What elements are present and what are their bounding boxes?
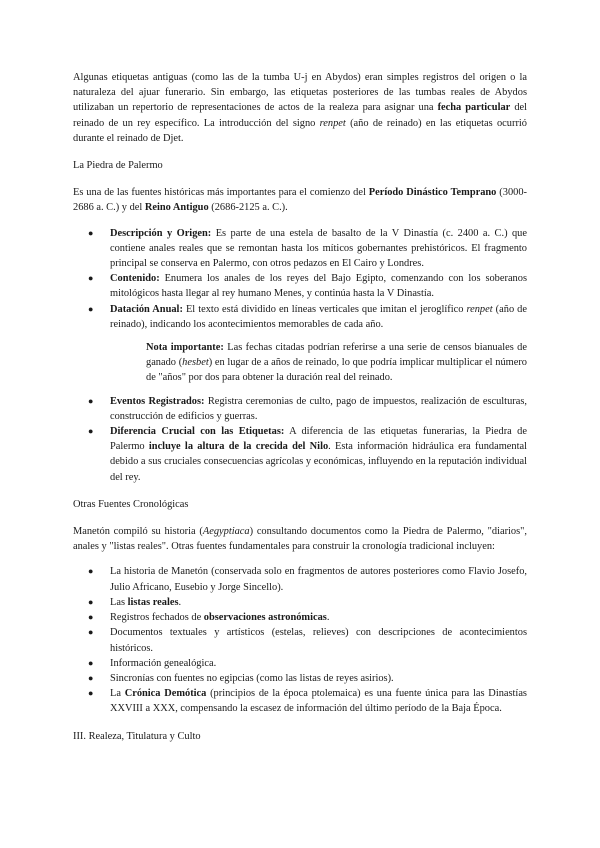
item-text: Es parte de una estela de basalto de la V Dinastía (c. 2400 a. C.) que contiene anales reales que se remontan hasta los míticos gobernantes prehistóricos. El fragmento principal se conserva en Palermo, con otros pedazos en El Cairo y Londres. [110, 227, 527, 270]
intro-italic: renpet [319, 117, 346, 129]
list-item [73, 564, 527, 594]
item-text: Sincronías con fuentes no egipcias (como las listas de reyes asirios). [110, 672, 394, 684]
list-item [73, 394, 527, 424]
list-item [73, 625, 527, 655]
item-text: Información genealógica. [110, 657, 217, 669]
note-text: Las fechas citadas podrían referirse a una serie de censos bianuales de ganado ( [146, 342, 527, 369]
para-text: Es una de las fuentes históricas más importantes para el comienzo del [73, 187, 369, 199]
list-item [73, 686, 527, 716]
item-label: Eventos Registrados: [110, 395, 205, 407]
section-heading-realeza: III. Realeza, Titulatura y Culto [73, 730, 201, 742]
item-label: Diferencia Crucial con las Etiquetas: [110, 426, 285, 438]
para-text: (2686-2125 a. C.). [208, 202, 288, 214]
para-text: (3000-2686 a. C.) y del [73, 187, 527, 214]
bullet-icon: ● [88, 627, 94, 638]
para-bold: Reino Antiguo [144, 202, 209, 214]
item-text: Registros fechados de [110, 612, 204, 624]
note-label: Nota importante: [146, 342, 224, 354]
bullet-icon: ● [88, 657, 94, 668]
item-text: (principios de la época ptolemaica) es una fuente única para las Dinastías XXVIII a XXX, compensando la escasez de información del último período de la Baja Época. [110, 688, 527, 715]
item-bold: observaciones astronómicas [203, 612, 327, 624]
item-text: A diferencia de las etiquetas funerarias, la Piedra de Palermo [110, 426, 527, 453]
list-item [73, 271, 527, 301]
item-bold: listas reales [127, 596, 179, 608]
intro-text: Algunas etiquetas antiguas (como las de la tumba U-j en Abydos) eran simples registros del origen o la naturaleza del ajuar funerario. Sin embargo, las etiquetas posteriores de las tumbas reales de Abydos utilizaban un repertorio de representaciones de actos de la realeza para asignar una [73, 72, 527, 114]
bullet-icon: ● [88, 688, 94, 699]
item-text: (año de reinado), indicando los acontecimientos memorables de cada año. [110, 303, 527, 330]
para-text: ) consultando documentos como la Piedra de Palermo, "diarios", anales y "listas reales". Otras fuentes fundamentales para construir la cronología tradicional incluyen: [73, 526, 527, 553]
sources-bullet-list [73, 564, 527, 716]
para-italic: Aegyptiaca [202, 526, 250, 538]
item-bold: incluye la altura de la crecida del Nilo [148, 441, 329, 453]
item-italic: renpet [466, 303, 493, 315]
item-text: Registra ceremonias de culto, pago de impuestos, realización de esculturas, construcción de edificios y guerras. [110, 395, 527, 422]
palermo-paragraph [73, 185, 527, 215]
bullet-icon: ● [88, 227, 94, 238]
list-item [73, 671, 527, 686]
note-text: ) en lugar de a años de reinado, lo que podría implicar multiplicar el número de "años" por dos para obtener la duración real del reinado. [146, 357, 527, 384]
bullet-icon: ● [88, 395, 94, 406]
intro-paragraph [73, 70, 527, 146]
intro-text: (año de reinado) en las etiquetas ocurrió durante el reinado de Djet. [73, 117, 527, 144]
list-item [73, 595, 527, 610]
item-label: Contenido: [110, 273, 160, 285]
palermo-bullet-list [73, 226, 527, 332]
item-text: La [110, 688, 125, 700]
note-italic: hesbet [182, 357, 209, 369]
intro-text: del reinado de un rey específico. La introducción del signo [73, 102, 528, 129]
para-text: Manetón compiló su historia ( [73, 526, 203, 538]
maneton-paragraph [73, 524, 527, 554]
item-bold: Crónica Demótica [124, 688, 207, 700]
item-label: Descripción y Origen: [110, 227, 212, 239]
para-bold: Período Dinástico Temprano [368, 187, 497, 199]
important-note [146, 340, 527, 386]
list-item [73, 656, 527, 671]
bullet-icon: ● [88, 426, 94, 437]
bullet-icon: ● [88, 672, 94, 683]
item-text: . [178, 596, 182, 608]
bullet-icon: ● [88, 596, 94, 607]
list-item [73, 424, 527, 485]
bullet-icon: ● [88, 273, 94, 284]
section-heading-other-sources: Otras Fuentes Cronológicas [73, 498, 189, 510]
item-text: . Esta información hidráulica era fundamental debido a sus cruciales consecuencias agrícolas y económicas, influyendo en la reputación individual del rey. [110, 441, 527, 483]
section-heading-palermo: La Piedra de Palermo [73, 160, 163, 172]
item-text: Documentos textuales y artísticos (estelas, relieves) con descripciones de acontecimientos históricos. [110, 627, 527, 654]
palermo-bullet-list-2 [73, 394, 527, 485]
item-text: La historia de Manetón (conservada solo en fragmentos de autores posteriores como Flavio Josefo, Julio Africano, Eusebio y Jorge Sincello). [110, 566, 527, 593]
bullet-icon: ● [88, 566, 94, 577]
bullet-icon: ● [88, 303, 94, 314]
item-text: . [326, 612, 330, 624]
list-item [73, 610, 527, 625]
item-text: El texto está dividido en líneas verticales que imitan el jeroglífico [182, 303, 467, 315]
item-text: Las [110, 596, 128, 608]
bullet-icon: ● [88, 612, 94, 623]
list-item [73, 226, 527, 272]
item-text: Enumera los anales de los reyes del Bajo Egipto, comenzando con los soberanos mitológicos hasta llegar al rey humano Menes, y continúa hasta la V Dinastía. [110, 273, 527, 300]
intro-bold: fecha particular [437, 102, 511, 114]
item-label: Datación Anual: [110, 303, 183, 315]
list-item [73, 302, 527, 332]
